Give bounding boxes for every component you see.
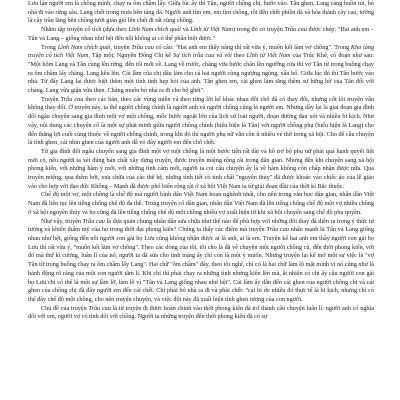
paragraph-text: được chép: "Hai anh em – Tân và Lang – giống nhau như hệt đến nỗi không ai có thể phân biệt được." [28, 26, 374, 42]
paragraph-text: Từ gia đình đối ngẫu chuyển sang gia đình một vợ một chồng là một bước tiến rất dài và hỗ trợ bộ phụ nữ phải quá hạnh quyết liệt mới có, nếu người ta xét đúng bản chất xây dựng truyện, được truyền miệng rộng rãi trong dân gian. Nhưng đến khi chuyện sang xã hội phong kiến, với những hàm ý mới, với những tình cảm mới, người ta coi câu chuyện ấy là về hàm không còn chấp nhận được nữa. Qua truyền miệng, qua thêm bớt, xưa chữa của các thế hệ, những tình tiết có tính chất "nguyên thủy" đã được khoác vào chiếc áo của lễ giáo vào cho hợp với đạo đức Khổng – Mạnh đã được phổ biến rộng rãi ở xã hội Việt Nam ta từ giai đoạn đầu của thời kì Bắc thuộc. [28, 147, 374, 190]
body-paragraph [28, 218, 374, 305]
paragraph-text: theo các bản, theo các vùng miền và theo từng lời kể khác nhau đôi chỗ đã có thay đổi, nhưng cốt lõi truyện vẫn không thay đổi. Ở truyện này, ta thể người chồng chính là người anh và người chồng cũng là người em. Nhưng dây lại là giai đoạn gia đình đổi ngẫu chuyển sang gia đình một vợ một chồng, mốc bước ngoặt lớn của lịch sử loài người, đoạn đường đau xót và nhiều bi kịch. Như vậy, nội dung các chuyện cổ là một sự phát minh giữa người chồng chính (biểu hiện là Tân) với người chồng phụ (biểu hiện là Lang) cho đến thắng lợi cuối cùng thuộc về người chồng chính, trong khi đó thì người phụ nữ vẫn còn ít nhiều vẻ thờ trong xã hội. Cho để cầu chuyện là tình ghen, cái nhìn ghen của người anh đã vỏ đây người em đến chỗ chết. [28, 95, 374, 147]
paragraph-text: Truyện [41, 95, 61, 103]
paragraph-text: của Trúc Khê, có đoạn như sau: "Một hôm Lang và Tân cùng lên rừng, đến tối mới về. Lang về trước, chàng vừa bước chân lên ngưỡng cửa thì vợ Tân từ trong buồng chạy ra ôm chầm lấy chàng. Lang kêu lên. Cái lầm của chị dâu làm cho cả hai người cùng ngượng ngùng, xấu hổ. Giữa lúc đó thì Tân bước vào nhà. Từ đấy Lang lại được biệt thêm một tình tình hẹp hòi của anh. Tân ghen em, cái ghen làm tăng thêm sự hững hờ của Tân đối với chàng. Lang vừa giận vừa thẹn. Chàng muốn bỏ nhà ra đi cho bõ ghét". [28, 52, 374, 95]
body-paragraph [28, 0, 374, 26]
italic-title-text: Trầu cau [60, 95, 84, 103]
paragraph-text: ) trong đó có truyện [233, 26, 285, 34]
body-paragraph [28, 191, 374, 217]
paragraph-text: có câu: "Hai anh em thấy nàng thì rất vừa ý, muốn kết làm vợ chồng". Trong [153, 43, 351, 51]
italic-title-text: Sự tích trầu cau và vôi [173, 52, 232, 60]
italic-title-text: Lĩnh Nam chích quái [57, 43, 111, 51]
italic-title-text: Lĩnh từ Việt Nam [246, 52, 291, 60]
paragraph-text: , truyện [110, 43, 132, 51]
italic-title-text: Trầu cau [266, 226, 289, 234]
paragraph-text: Lưu lán người em là chồng mình, chạy ra ôm chầm lấy. Giữa lúc ấy thì Tân, người chồng chị, bước vào. Tân ghen, Lang càng buồn tủi, bỏ nhà đi vào rừng sâu. Lang chết trong mưa bên tảng đá. Người anh tìm em, em tìm chồng, rồi đến chết phiền đá và hóa thành cây cau, tường là cây trầu lăng bên chồng tươi gián gió lên chết đi rất cùng chồng. [28, 0, 374, 25]
document-page [28, 0, 374, 400]
italic-title-text: Lĩnh Nam chích quái [128, 26, 182, 34]
italic-title-text: Trầu cau [131, 43, 154, 51]
paragraph-text: là từ truyện đi được hoàn chỉnh vào thời phong kiến đã trở thành câu chuyện luân lí: người anh có nghĩa đối với em, người vợ có tình đối với chồng. Người ta những truyện đến thời phong kiến đã có sự [28, 304, 374, 321]
body-paragraph [28, 96, 374, 148]
paragraph-text: Nhằm tập truyện cổ tích (dựa theo [41, 26, 129, 34]
paragraph-text: theo [231, 52, 247, 60]
paragraph-text: và [181, 26, 191, 34]
body-paragraph [28, 44, 374, 96]
paragraph-text: , Tập một, Nguyễn Đổng Chi kể [88, 52, 174, 60]
paragraph-text: Trong [41, 43, 58, 51]
paragraph-text: là dựa quản chung nhân dân sửa chữa như thế nào để phù hợp với những đổi thay đã diễn ra trong ý thức tư tưởng và khiến thẩm mỹ của họ trong thời đại phong kiến? Chúng ta thấy các điểm mà truyện [28, 217, 374, 234]
body-paragraph [28, 305, 374, 322]
body-paragraph [28, 26, 374, 43]
italic-title-text: Trầu cau [284, 26, 307, 34]
body-paragraph [28, 148, 374, 192]
italic-title-text: Lĩnh từ Việt Nam [190, 26, 234, 34]
italic-title-text: Trầu cau [88, 304, 111, 312]
paragraph-text: Như vậy, truyện [41, 217, 83, 225]
italic-title-text: Trầu cau [82, 217, 105, 225]
paragraph-text: Chủ đề của truyện [41, 304, 89, 312]
paragraph-text: Chế độ một vợ, một chồng là chế độ mà người bình dân Việt Nam hoan nghênh nhất, cho nên trong văn học dân gian, nhân dân Việt Nam đã liên tục lên tiếng chống chế độ đa thê. Trong truyện cổ dân gian, nhân dân Việt Nam đã lên tiếng chống chế độ một vợ nhiều chồng ở xã hội nguyên thủy và họ cũng đã lên tiếng chống chế độ một chồng nhiều vợ xuất hiện từ khi xã hội chuyển sang chế độ phụ quyền. [28, 191, 374, 216]
italic-title-text: Kho tàng truyện cổ tích Việt Nam [28, 43, 374, 60]
paragraph-text: nhấn mạnh là Tân và Lang giống nhau như hệt, giống đến nỗi người con gái họ Lưu cũng không nhận được ai là anh, ai là em. Truyện kể hai anh em thầy người con gái họ Lưu thì rất vừa ý, "muốn kết làm vợ chồng". Theo các dòng của tôi, tôi cho là đã về chuyện một người chồng cũ, đến thời phong kiến, với đó mà thứ kì cương, luân lí của nó, người ta đã sửa cho tình trạng ấy chỉ còn là một ý muốn. Nhưng truyện lại kể mở một sự việc là "vợ Tân từ trong buồng chạy ra ôm chầm lấy Lang". Hai chữ "ôm chầm" đây, theo tôi nghĩ, chỉ có là hai chữ làm lộ mặt mình vì nó cũng như là hành động rõ ràng của một con người tâm lí. Khi chỉ thì phải chạy ra những tình nhưng kiến lên mà, ắt nhiên có chỉ ấy câu người con gái họ Lưu chỉ có thể là một sự lầm lỡ, làm lỗ vì "Tân và Lang giống nhau như hệt". Cái làm ấy dẫn đến cái ghen của người chồng chị và cái ghen của chồng chị đã đây người em đến cái chết. Chỉ phải bó nhà ra đi và phải chết: "cái bi ức nhiều đó thực tế là bi kịch, nhưng chỉ có thể đây chế độ một chồng, cho nên truyện chuyện, và việc đội này đã xuất hiện tình ghen tương của con người. [28, 226, 374, 303]
